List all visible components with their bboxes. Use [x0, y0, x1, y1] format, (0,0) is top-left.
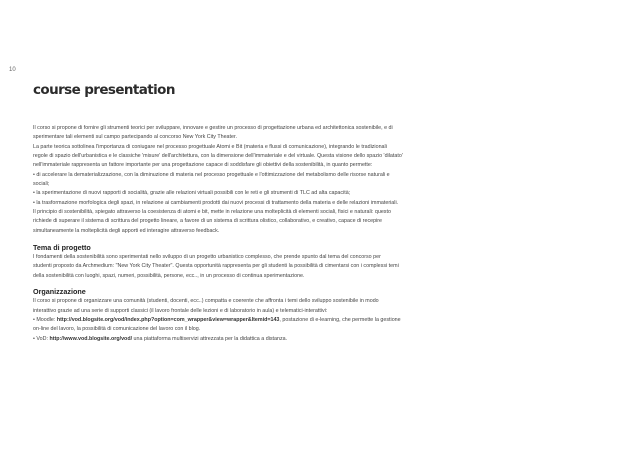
intro-line: sociali; [33, 181, 50, 188]
tema-line: della sostenibilità con luoghi, spazi, numeri, possibilità, persone, ecc.., in un processo di continua sperimentazione. [33, 272, 305, 279]
intro-line: Il principio di sostenibilità, spiegato attraverso la coesistenza di atomi e bit, mette in relazione una molteplicità di elementi sociali, fisici e naturali: questo [33, 209, 391, 216]
intro-line: regole di spazio dell'urbanistica e le classiche 'misure' dell'architettura, con la dimensione dell'immateriale e del virtuale. Questa visione dello spazio 'dilatato' [33, 153, 403, 160]
intro-line: • la trasformazione morfologica degli spazi, in relazione ai cambiamenti prodotti dai nuovi processi di trattamento della materia e delle relazioni immateriali. [33, 199, 399, 206]
vod-line [33, 335, 605, 344]
intro-line: • di accelerare la dematerializzazione, con la diminuzione di materia nel processo progettuale e l'ottimizzazione del metabolismo delle risorse naturali e [33, 171, 390, 178]
moodle-suffix: , postazione di e-learning, che permette la gestione [279, 316, 401, 323]
moodle-line-continued: on-line del lavoro, la possibilità di comunicazione del lavoro con il blog. [33, 326, 201, 333]
section-heading-tema: Tema di progetto [33, 243, 91, 253]
page-number: 10 [9, 67, 16, 73]
organizzazione-section [33, 287, 605, 344]
organizzazione-line: Il corso si propone di organizzare una comunità (studenti, docenti, ecc..) compatta e coerente che affronta i temi dello sviluppo sostenibile in modo [33, 298, 379, 305]
document-body [33, 124, 605, 344]
intro-line: simultaneamente la molteplicità degli apporti ed interagire attraverso feedback. [33, 227, 220, 234]
intro-line: richiede di superare il sistema di scrittura del progetto lineare, a favore di un sistema di scrittura olistico, collaborativo, e creativo, capace di recepire [33, 218, 382, 225]
section-heading-organizzazione: Organizzazione [33, 287, 86, 297]
moodle-prefix: • Moodle: [33, 316, 57, 323]
moodle-line [33, 316, 605, 325]
vod-suffix: una piattaforma multiservizi attrezzata per la didattica a distanza. [132, 335, 288, 342]
intro-line: Il corso si propone di fornire gli strumenti teorici per sviluppare, innovare e gestire un processo di progettazione urbana ed architettonica sostenibile, e di [33, 125, 393, 131]
organizzazione-line: interattivo grazie ad una serie di supporti classici (il lavoro frontale delle lezioni e di laboratorio in aula) e telematici-interattivi: [33, 307, 328, 314]
moodle-link[interactable]: http://vod.blogsite.org/vod/index.php?option=com_wrapper&view=wrapper&Itemid=143 [56, 316, 280, 323]
intro-line: • la sperimentazione di nuovi rapporti di socialità, grazie alle relazioni virtuali possibili con le reti e gli strumenti di TLC ad alta capacità; [33, 190, 351, 197]
intro-line: nell'immateriale rappresenta un fattore importante per una progettazione capace di soddisfare gli obiettivi della sostenibilità, in quanto permette: [33, 162, 373, 169]
intro-line: sperimentare tali elementi sul campo partecipando al concorso New York City Theater. [33, 134, 237, 141]
tema-line: studenti proposto da Archmedium: "New York City Theater". Questa opportunità rappresenta per gli studenti la possibilità di cimentarsi con i complessi temi [33, 263, 399, 270]
intro-line: La parte teorica sottolinea l'importanza di coniugare nel processo progettuale Atomi e Bit (materia e flussi di comunicazione), integrando le tradizionali [33, 143, 387, 150]
page-title: course presentation [33, 82, 175, 98]
vod-prefix: • VoD: [33, 335, 50, 342]
intro-section [33, 124, 605, 236]
vod-link[interactable]: http://www.vod.blogsite.org/vod/ [49, 335, 133, 342]
tema-line: I fondamenti della sostenibilità sono sperimentati nello sviluppo di un progetto urbanistico complesso, che prende spunto dal tema del concorso per [33, 254, 381, 261]
tema-section [33, 243, 605, 281]
